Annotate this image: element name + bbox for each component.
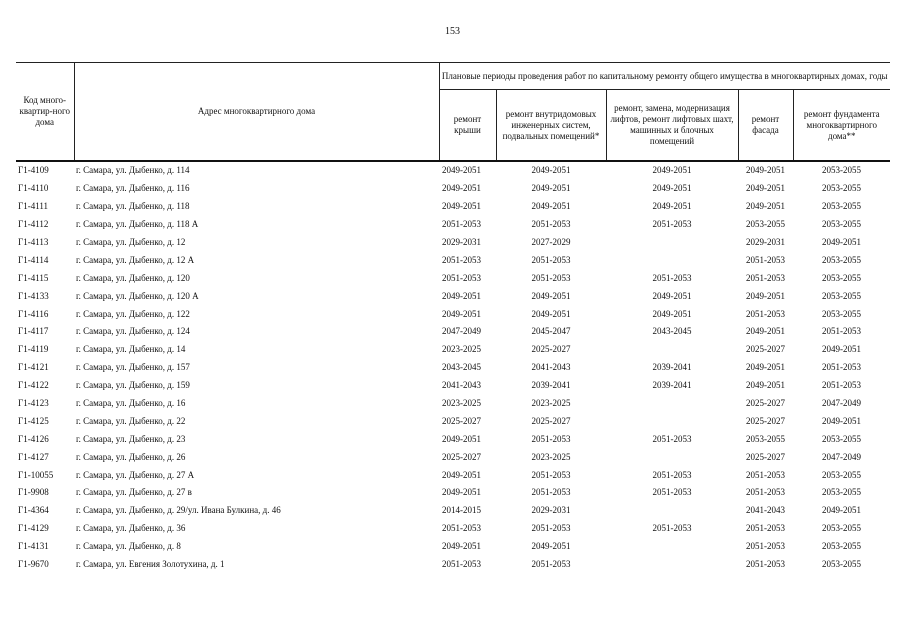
cell-roof: 2014-2015	[442, 505, 481, 516]
cell-roof: 2051-2053	[442, 272, 481, 283]
cell-roof: 2049-2051	[442, 165, 481, 176]
cell-roof: 2049-2051	[442, 201, 481, 212]
table-row	[16, 180, 890, 198]
table-row	[16, 466, 890, 484]
header-roof: ремонт крыши	[439, 90, 496, 162]
cell-engineering: 2051-2053	[531, 433, 571, 444]
cell-lifts: 2049-2051	[652, 308, 692, 319]
cell-code: Г1-4116	[18, 308, 49, 319]
cell-foundation: 2053-2055	[822, 165, 861, 176]
table-row	[16, 430, 890, 448]
cell-facade: 2051-2053	[746, 487, 785, 498]
cell-foundation: 2051-2053	[822, 380, 861, 391]
cell-lifts	[606, 412, 738, 430]
cell-code: Г1-4114	[18, 254, 49, 265]
cell-lifts: 2051-2053	[652, 433, 692, 444]
table-row	[16, 412, 890, 430]
table-row	[16, 234, 890, 252]
table-row	[16, 251, 890, 269]
cell-address: г. Самара, ул. Дыбенко, д. 16	[76, 398, 186, 409]
cell-roof: 2023-2025	[442, 344, 481, 355]
cell-foundation: 2047-2049	[822, 398, 861, 409]
cell-facade: 2049-2051	[746, 290, 785, 301]
cell-lifts: 2051-2053	[652, 469, 692, 480]
table-row	[16, 502, 890, 520]
cell-roof: 2049-2051	[442, 487, 481, 498]
cell-facade: 2025-2027	[746, 398, 785, 409]
cell-lifts: 2039-2041	[652, 362, 692, 373]
cell-facade: 2051-2053	[746, 469, 785, 480]
cell-roof: 2051-2053	[442, 559, 481, 570]
cell-roof: 2023-2025	[442, 398, 481, 409]
cell-facade: 2025-2027	[746, 344, 785, 355]
cell-facade: 2049-2051	[746, 183, 785, 194]
cell-facade: 2051-2053	[746, 541, 785, 552]
cell-code: Г1-4133	[18, 290, 49, 301]
cell-code: Г1-9908	[18, 487, 49, 498]
cell-engineering: 2051-2053	[531, 523, 571, 534]
header-address: Адрес многоквартирного дома	[74, 63, 439, 162]
cell-address: г. Самара, ул. Дыбенко, д. 29/ул. Ивана Булкина, д. 46	[76, 505, 281, 516]
cell-foundation: 2051-2053	[822, 326, 861, 337]
cell-lifts	[606, 556, 738, 574]
cell-foundation: 2053-2055	[822, 433, 861, 444]
cell-facade: 2049-2051	[746, 326, 785, 337]
cell-foundation: 2049-2051	[822, 415, 861, 426]
cell-code: Г1-4131	[18, 541, 49, 552]
cell-code: Г1-4119	[18, 344, 49, 355]
table-row	[16, 359, 890, 377]
cell-code: Г1-4125	[18, 415, 49, 426]
cell-engineering: 2051-2053	[531, 219, 571, 230]
cell-code: Г1-9670	[18, 559, 49, 570]
cell-address: г. Самара, ул. Дыбенко, д. 14	[76, 344, 186, 355]
table-row	[16, 556, 890, 574]
cell-engineering: 2025-2027	[531, 415, 571, 426]
cell-code: Г1-4126	[18, 433, 49, 444]
page-number: 153	[445, 26, 460, 37]
cell-facade: 2049-2051	[746, 362, 785, 373]
cell-code: Г1-4364	[18, 505, 49, 516]
cell-lifts: 2051-2053	[652, 523, 692, 534]
cell-lifts: 2039-2041	[652, 380, 692, 391]
cell-lifts	[606, 234, 738, 252]
cell-address: г. Самара, ул. Дыбенко, д. 8	[76, 541, 181, 552]
cell-code: Г1-4109	[18, 165, 49, 176]
cell-lifts: 2049-2051	[652, 165, 692, 176]
cell-facade: 2049-2051	[746, 201, 785, 212]
cell-engineering: 2051-2053	[531, 469, 571, 480]
cell-roof: 2029-2031	[442, 237, 481, 247]
cell-address: г. Самара, ул. Дыбенко, д. 114	[76, 165, 190, 176]
table-row	[16, 305, 890, 323]
cell-facade: 2051-2053	[746, 308, 785, 319]
cell-address: г. Самара, ул. Дыбенко, д. 124	[76, 326, 190, 337]
cell-engineering: 2051-2053	[531, 487, 571, 498]
cell-code: Г1-4110	[18, 183, 49, 194]
table-row	[16, 216, 890, 234]
table-row	[16, 287, 890, 305]
cell-foundation: 2053-2055	[822, 559, 861, 570]
table-row	[16, 323, 890, 341]
cell-address: г. Самара, ул. Дыбенко, д. 116	[76, 183, 190, 194]
table-row	[16, 198, 890, 216]
cell-engineering: 2023-2025	[531, 398, 571, 409]
cell-engineering: 2041-2043	[531, 362, 571, 373]
cell-roof: 2049-2051	[442, 469, 481, 480]
cell-code: Г1-4122	[18, 380, 49, 391]
cell-foundation: 2053-2055	[822, 469, 861, 480]
cell-facade: 2053-2055	[746, 219, 785, 230]
cell-engineering: 2051-2053	[531, 272, 571, 283]
table-row	[16, 377, 890, 395]
cell-roof: 2047-2049	[442, 326, 481, 337]
cell-engineering: 2049-2051	[531, 290, 571, 301]
header-facade: ремонт фасада	[738, 90, 793, 162]
cell-engineering: 2049-2051	[531, 183, 571, 194]
capital-repair-table	[16, 62, 890, 573]
cell-address: г. Самара, ул. Дыбенко, д. 118	[76, 201, 190, 212]
cell-roof: 2043-2045	[442, 362, 481, 373]
cell-foundation: 2053-2055	[822, 523, 861, 534]
cell-address: г. Самара, ул. Евгения Золотухина, д. 1	[76, 559, 225, 570]
cell-foundation: 2047-2049	[822, 451, 861, 462]
cell-foundation: 2051-2053	[822, 362, 861, 373]
cell-lifts	[606, 251, 738, 269]
cell-address: г. Самара, ул. Дыбенко, д. 12	[76, 237, 186, 247]
header-lifts: ремонт, замена, модернизация лифтов, ремонт лифтовых шахт, машинных и блочных помещений	[606, 90, 738, 162]
cell-lifts	[606, 502, 738, 520]
cell-roof: 2049-2051	[442, 433, 481, 444]
cell-lifts	[606, 395, 738, 413]
cell-facade: 2051-2053	[746, 559, 785, 570]
header-foundation: ремонт фундамента многоквартирного дома**	[793, 90, 890, 162]
cell-roof: 2049-2051	[442, 308, 481, 319]
table-row	[16, 395, 890, 413]
cell-engineering: 2051-2053	[531, 559, 571, 570]
cell-code: Г1-4111	[18, 201, 49, 212]
cell-foundation: 2049-2051	[822, 344, 861, 355]
cell-foundation: 2053-2055	[822, 308, 861, 319]
cell-roof: 2051-2053	[442, 523, 481, 534]
cell-engineering: 2045-2047	[531, 326, 571, 337]
cell-code: Г1-4123	[18, 398, 49, 409]
cell-roof: 2025-2027	[442, 415, 481, 426]
cell-code: Г1-4113	[18, 237, 49, 247]
cell-code: Г1-4115	[18, 272, 49, 283]
table-header	[16, 63, 890, 162]
table-row	[16, 520, 890, 538]
table-row	[16, 269, 890, 287]
cell-foundation: 2049-2051	[822, 505, 861, 516]
cell-engineering: 2029-2031	[531, 505, 571, 516]
table-row	[16, 538, 890, 556]
cell-code: Г1-10055	[18, 469, 54, 480]
cell-lifts: 2049-2051	[652, 201, 692, 212]
cell-address: г. Самара, ул. Дыбенко, д. 22	[76, 415, 186, 426]
cell-roof: 2049-2051	[442, 290, 481, 301]
cell-code: Г1-4129	[18, 523, 49, 534]
cell-address: г. Самара, ул. Дыбенко, д. 36	[76, 523, 186, 534]
cell-code: Г1-4127	[18, 451, 49, 462]
cell-lifts: 2049-2051	[652, 290, 692, 301]
cell-engineering: 2027-2029	[531, 237, 571, 247]
cell-address: г. Самара, ул. Дыбенко, д. 159	[76, 380, 190, 391]
cell-foundation: 2053-2055	[822, 201, 861, 212]
cell-roof: 2049-2051	[442, 541, 481, 552]
cell-lifts: 2051-2053	[652, 219, 692, 230]
cell-facade: 2051-2053	[746, 523, 785, 534]
cell-engineering: 2049-2051	[531, 201, 571, 212]
cell-code: Г1-4112	[18, 219, 49, 230]
cell-address: г. Самара, ул. Дыбенко, д. 27 А	[76, 469, 195, 480]
cell-address: г. Самара, ул. Дыбенко, д. 27 в	[76, 487, 192, 498]
cell-engineering: 2049-2051	[531, 308, 571, 319]
cell-lifts: 2051-2053	[652, 272, 692, 283]
cell-address: г. Самара, ул. Дыбенко, д. 120	[76, 272, 190, 283]
cell-lifts	[606, 341, 738, 359]
cell-facade: 2025-2027	[746, 415, 785, 426]
cell-engineering: 2025-2027	[531, 344, 571, 355]
cell-engineering: 2039-2041	[531, 380, 571, 391]
table-body	[16, 161, 890, 573]
cell-roof: 2049-2051	[442, 183, 481, 194]
cell-address: г. Самара, ул. Дыбенко, д. 120 А	[76, 290, 199, 301]
table-row	[16, 448, 890, 466]
cell-code: Г1-4121	[18, 362, 49, 373]
cell-roof: 2025-2027	[442, 451, 481, 462]
cell-facade: 2025-2027	[746, 451, 785, 462]
cell-address: г. Самара, ул. Дыбенко, д. 118 А	[76, 219, 199, 230]
cell-code: Г1-4117	[18, 326, 49, 337]
cell-facade: 2041-2043	[746, 505, 785, 516]
header-periods: Плановые периоды проведения работ по капитальному ремонту общего имущества в многоквартирных домах, годы	[439, 63, 890, 90]
cell-lifts: 2043-2045	[652, 326, 692, 337]
cell-lifts	[606, 448, 738, 466]
cell-foundation: 2053-2055	[822, 219, 861, 230]
cell-lifts: 2051-2053	[652, 487, 692, 498]
table-row	[16, 341, 890, 359]
cell-facade: 2053-2055	[746, 433, 785, 444]
cell-foundation: 2049-2051	[822, 237, 861, 247]
cell-address: г. Самара, ул. Дыбенко, д. 23	[76, 433, 186, 444]
table-row	[16, 161, 890, 180]
cell-roof: 2041-2043	[442, 380, 481, 391]
cell-engineering: 2049-2051	[531, 541, 571, 552]
cell-engineering: 2051-2053	[531, 254, 571, 265]
cell-address: г. Самара, ул. Дыбенко, д. 157	[76, 362, 190, 373]
cell-engineering: 2049-2051	[531, 165, 571, 176]
cell-lifts	[606, 538, 738, 556]
cell-address: г. Самара, ул. Дыбенко, д. 122	[76, 308, 190, 319]
cell-roof: 2051-2053	[442, 219, 481, 230]
cell-foundation: 2053-2055	[822, 183, 861, 194]
cell-foundation: 2053-2055	[822, 541, 861, 552]
cell-facade: 2049-2051	[746, 380, 785, 391]
header-engineering: ремонт внутридомовых инженерных систем, подвальных помещений*	[496, 90, 606, 162]
cell-lifts: 2049-2051	[652, 183, 692, 194]
header-code: Код много-квартир-ного дома	[16, 63, 74, 162]
cell-facade: 2049-2051	[746, 165, 785, 176]
cell-address: г. Самара, ул. Дыбенко, д. 26	[76, 451, 186, 462]
cell-facade: 2029-2031	[746, 237, 785, 247]
cell-address: г. Самара, ул. Дыбенко, д. 12 А	[76, 254, 195, 265]
cell-facade: 2051-2053	[746, 254, 785, 265]
table-row	[16, 484, 890, 502]
cell-foundation: 2053-2055	[822, 290, 861, 301]
cell-foundation: 2053-2055	[822, 272, 861, 283]
cell-foundation: 2053-2055	[822, 254, 861, 265]
cell-engineering: 2023-2025	[531, 451, 571, 462]
cell-facade: 2051-2053	[746, 272, 785, 283]
cell-roof: 2051-2053	[442, 254, 481, 265]
cell-foundation: 2053-2055	[822, 487, 861, 498]
